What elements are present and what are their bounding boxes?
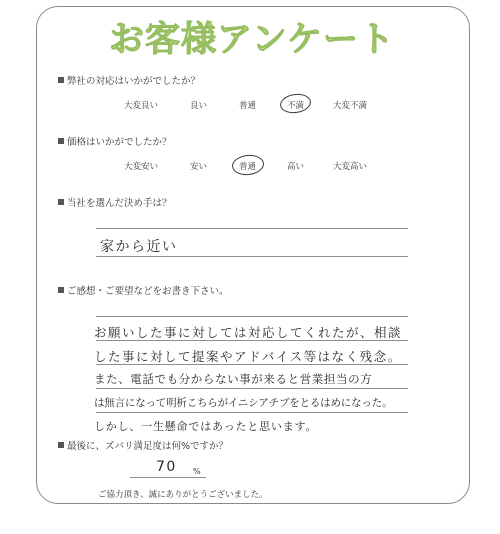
comment-line: お願いした事に対しては対応してくれたが、相談 (94, 325, 403, 340)
square-bullet-icon (58, 138, 64, 144)
answer-line (96, 388, 408, 389)
square-bullet-icon (58, 442, 64, 448)
q1-option-dissatisfied: 不満 (287, 101, 305, 111)
question-satisfaction (58, 438, 228, 452)
q2-option-expensive: 高い (287, 162, 305, 172)
comment-line: しかし、一生懸命ではあったと思います。 (94, 420, 318, 433)
q1-option-very-good: 大変良い (124, 101, 159, 111)
answer-line (96, 412, 408, 413)
survey-title: お客様アンケート (109, 20, 395, 60)
answer-line (96, 340, 408, 341)
q2-option-cheap: 安い (190, 162, 208, 172)
question-service (58, 73, 200, 87)
square-bullet-icon (58, 77, 64, 83)
q2-option-normal: 普通 (239, 162, 257, 172)
question-price-label: 価格はいかがでしたか？ (67, 137, 172, 148)
comment-line: また、電話でも分からない事が来ると営業担当の方 (94, 372, 373, 386)
comment-line: した事に対して提案やアドバイス等はなく残念。 (94, 349, 402, 364)
question-reason-label: 当社を選んだ決め手は？ (67, 198, 172, 209)
question-reason (58, 195, 172, 209)
square-bullet-icon (58, 287, 64, 293)
q2-option-very-cheap: 大変安い (124, 162, 159, 172)
reason-answer: 家から近い (100, 239, 178, 255)
question-comments (58, 283, 229, 297)
question-price (58, 134, 172, 148)
answer-line (130, 477, 206, 478)
percent-unit: % (193, 467, 201, 476)
q1-option-normal: 普通 (239, 101, 257, 111)
q2-option-very-expensive: 大変高い (333, 162, 368, 172)
square-bullet-icon (58, 199, 64, 205)
satisfaction-answer: 70 (156, 459, 177, 475)
comment-line: は無言になって明析こちらがイニシアチブをとるはめになった。 (94, 397, 393, 409)
answer-line (96, 228, 408, 229)
answer-line (96, 364, 408, 365)
question-satisfaction-label: 最後に、ズバリ満足度は何%ですか？ (67, 441, 229, 452)
q1-option-very-dissatisfied: 大変不満 (333, 101, 368, 111)
q1-option-good: 良い (190, 101, 208, 111)
answer-line (96, 256, 408, 257)
question-service-label: 弊社の対応はいかがでしたか？ (67, 76, 201, 87)
question-comments-label: ご感想・ご要望などをお書き下さい。 (67, 286, 229, 297)
answer-line (96, 316, 408, 317)
footer-thanks: ご協力頂き、誠にありがとうございました。 (98, 490, 268, 500)
